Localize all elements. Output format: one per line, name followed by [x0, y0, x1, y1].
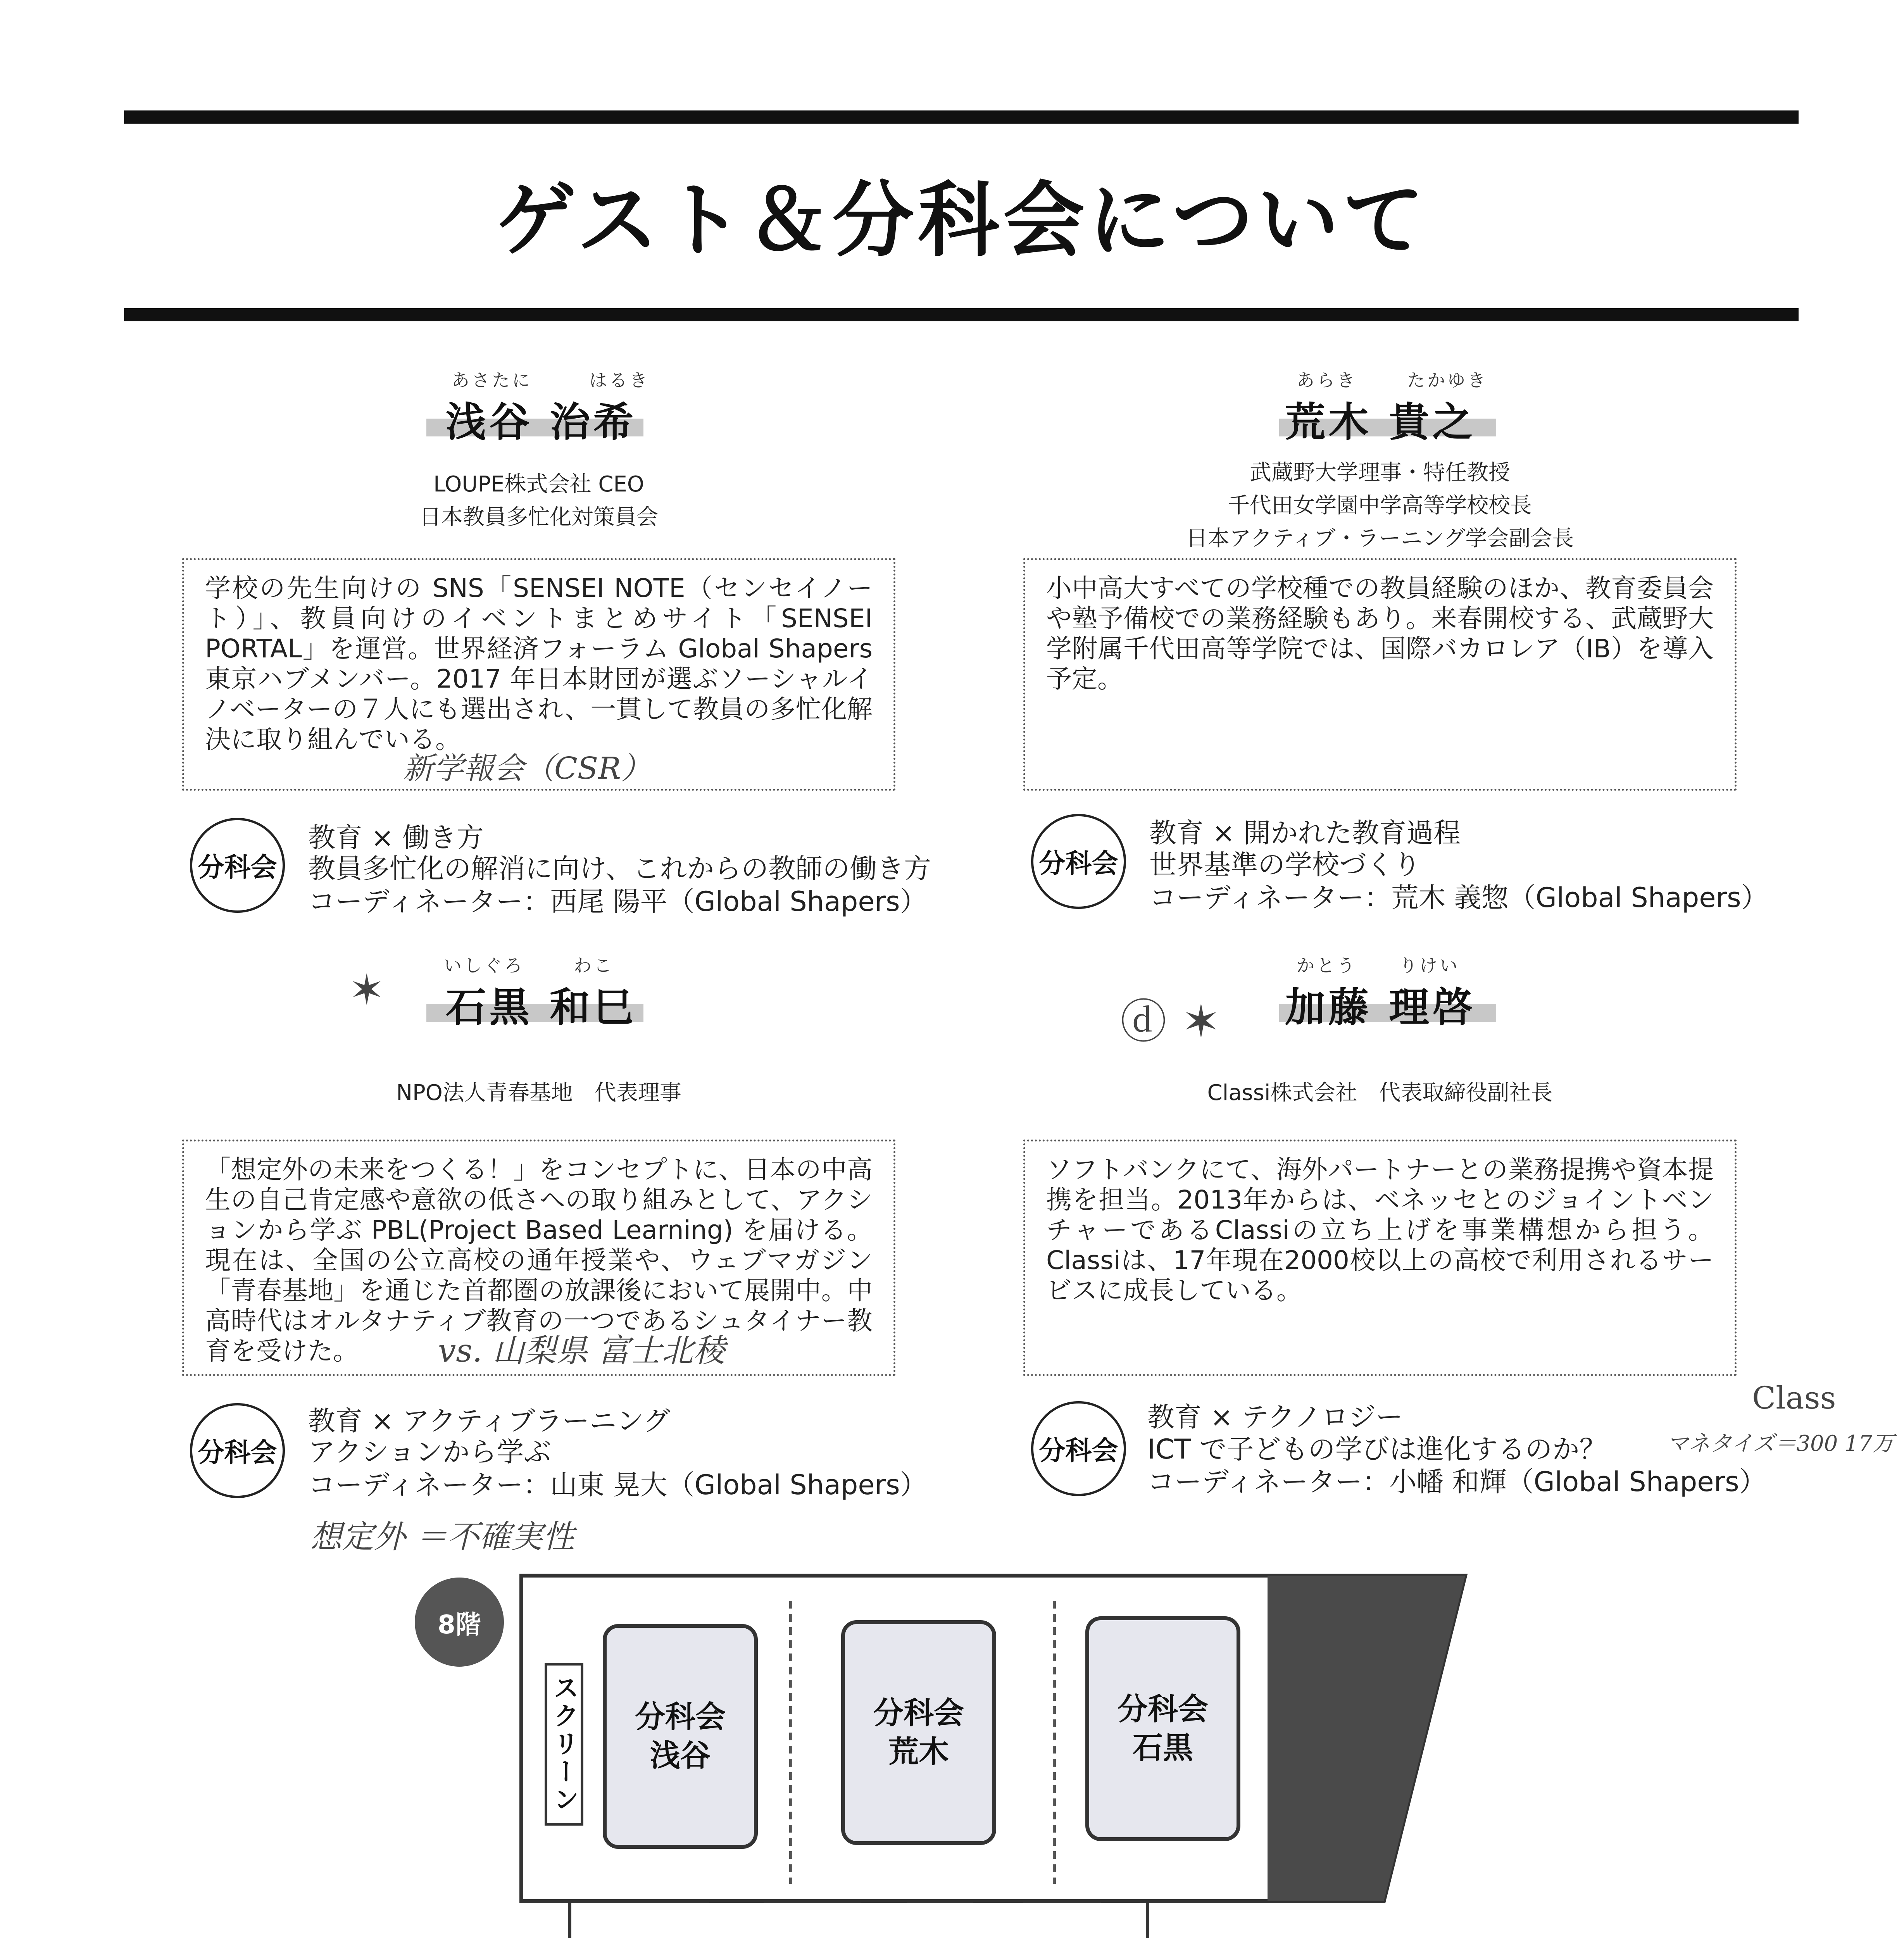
room-guest: 石黒	[1132, 1731, 1193, 1766]
session-coordinator: コーディネーター：荒木 義惣（Global Shapers）	[1149, 882, 1768, 914]
room-araki	[841, 1620, 996, 1845]
guest-bio: 小中高大すべての学校種での教員経験のほか、教育委員会や塾予備校での業務経験もあり。来春開校する、武蔵野大学附属千代田高等学院では、国際バカロレア（IB）を導入予定。	[1023, 558, 1737, 791]
guest-affiliation-1: LOUPE株式会社 CEO	[433, 472, 644, 497]
name-ruby-given: はるき	[589, 370, 650, 391]
guest-bio: 学校の先生向けの SNS「SENSEI NOTE（センセイノート）」、教員向けのイベントまとめサイト「SENSEI PORTAL」を運営。世界経済フォーラム Global Shapers 東京ハブメンバー。2017 年日本財団が選ぶソーシャルイノベーターの７人にも選出され、一貫して教員の多忙化解決に取り組んでいる。	[182, 558, 895, 791]
name-ruby-family: いしぐろ	[444, 955, 524, 976]
session-coordinator: コーディネーター：小幡 和輝（Global Shapers）	[1147, 1466, 1766, 1498]
room-guest: 荒木	[888, 1735, 949, 1769]
session-subtitle: ICT で子どもの学びは進化するのか？	[1147, 1433, 1607, 1465]
name-ruby-family: あさたに	[452, 370, 532, 391]
session-coordinator: コーディネーター：山東 晃大（Global Shapers）	[308, 1469, 927, 1501]
guest-affiliation-2: 日本教員多忙化対策員会	[419, 505, 658, 530]
top-rule	[124, 110, 1799, 124]
guest-affiliation-2: 千代田女学園中学高等学校校長	[1228, 493, 1532, 518]
guest-name: 荒木 貴之	[1285, 398, 1476, 446]
session-badge: 分科会	[1031, 1401, 1126, 1496]
room-label: 分科会	[873, 1696, 964, 1731]
session-badge: 分科会	[190, 1403, 285, 1498]
name-ruby-family: あらき	[1297, 370, 1357, 391]
floor8-service-block	[568, 1899, 1149, 1938]
guest-affiliation-1: Classi株式会社 代表取締役副社長	[1207, 1080, 1553, 1105]
screen-label: スクリーン	[545, 1663, 583, 1826]
name-ruby-given: りけい	[1399, 955, 1460, 976]
guest-name: 浅谷 治希	[446, 398, 637, 446]
handwritten-star-mark: ✶	[349, 965, 385, 1015]
room-asatani	[603, 1624, 758, 1849]
title-rule	[124, 308, 1799, 321]
guest-bio: ソフトバンクにて、海外パートナーとの業務提携や資本提携を担当。2013年からは、ベネッセとのジョイントベンチャーであるClassiの立ち上げを事業構想から担う。Classiは、17年現在2000校以上の高校で利用されるサービスに成長している。	[1023, 1140, 1737, 1376]
session-coordinator: コーディネーター：西尾 陽平（Global Shapers）	[308, 886, 927, 917]
session-subtitle: 世界基準の学校づくり	[1149, 849, 1421, 881]
session-subtitle: アクションから学ぶ	[308, 1436, 551, 1468]
guest-name: 加藤 理啓	[1285, 984, 1476, 1031]
handwritten-circle-mark: ⓓ ✶	[1120, 995, 1221, 1049]
name-ruby-family: かとう	[1297, 955, 1357, 976]
guest-bio: 「想定外の未来をつくる！」をコンセプトに、日本の中高生の自己肯定感や意欲の低さへの取り組みとして、アクションから学ぶ PBL(Project Based Learning) を届ける。現在は、全国の公立高校の通年授業や、ウェブマガジン「青春基地」を通じた首都圏の放課後において展開中。中高時代はオルタナティブ教育の一つであるシュタイナー教育を受けた。	[182, 1140, 895, 1376]
name-ruby-given: わこ	[574, 955, 614, 976]
session-title: 教育 × アクティブラーニング	[308, 1405, 671, 1437]
guest-affiliation-3: 日本アクティブ・ラーニング学会副会長	[1186, 526, 1574, 551]
session-badge: 分科会	[1031, 814, 1126, 909]
session-subtitle: 教員多忙化の解消に向け、これからの教師の働き方	[308, 853, 931, 885]
room-guest: 浅谷	[650, 1738, 711, 1773]
floor-badge-8f: 8階	[415, 1578, 504, 1667]
session-title: 教育 × テクノロジー	[1147, 1401, 1403, 1433]
handwritten-note: 新学報会（CSR）	[403, 751, 651, 786]
guest-affiliation-1: 武蔵野大学理事・特任教授	[1250, 460, 1510, 485]
handwritten-note-2: 想定外 ＝不確実性	[310, 1519, 575, 1555]
name-ruby-given: たかゆき	[1407, 370, 1488, 391]
session-title: 教育 × 開かれた教育過程	[1149, 817, 1461, 849]
guest-affiliation-1: NPO法人青春基地 代表理事	[396, 1080, 681, 1105]
session-badge: 分科会	[190, 818, 285, 913]
room-ishiguro	[1085, 1616, 1240, 1841]
session-title: 教育 × 働き方	[308, 822, 484, 853]
handwritten-note: Class	[1752, 1380, 1836, 1416]
page-title: ゲスト＆分科会について	[495, 173, 1428, 268]
handwritten-note: vs. 山梨県 富士北稜	[438, 1333, 725, 1369]
room-label: 分科会	[635, 1700, 726, 1735]
handwritten-note-2: マネタイズ＝300 17万	[1667, 1431, 1894, 1456]
room-label: 分科会	[1117, 1692, 1208, 1727]
guest-name: 石黒 和巳	[446, 984, 637, 1031]
